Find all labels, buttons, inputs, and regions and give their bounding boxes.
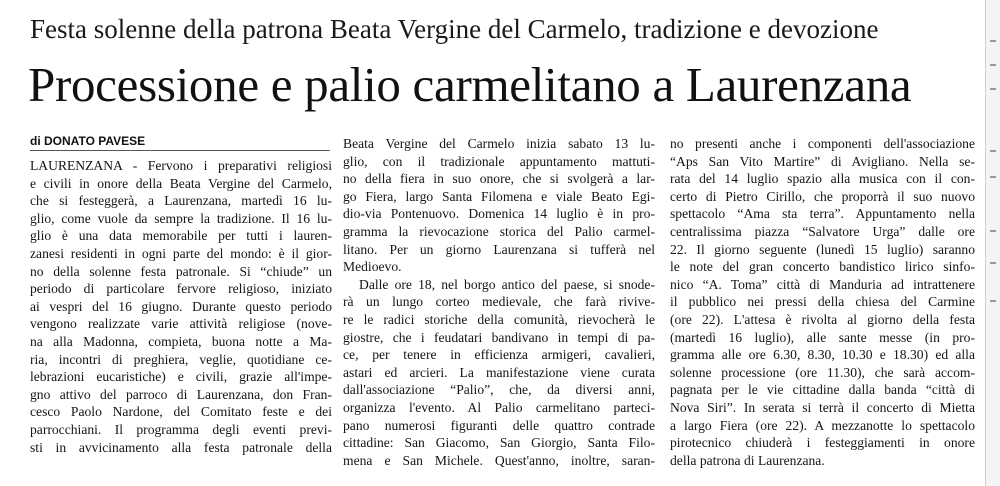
- article-text-line: gno attivo del parroco di Laurenzana, don Fran-: [30, 386, 332, 402]
- article-text-line: ai vespri del 16 giugno. Durante questo periodo: [30, 298, 332, 314]
- article-text-line: mena e San Michele. Quest'anno, inoltre, saran-: [343, 452, 655, 468]
- article-text-line: LAURENZANA - Fervono i preparativi religiosi: [30, 158, 332, 173]
- article-text-line: pagnata per le vie cittadine dalla banda “città di: [670, 382, 975, 398]
- article-text-line: il pubblico nei pressi della chiesa del Carmine: [670, 294, 975, 310]
- article-text-line: ria, incontri di preghiera, veglie, quotidiane ce-: [30, 351, 332, 367]
- article-text-line: rà un lungo corteo medievale, che farà rivive-: [343, 294, 655, 310]
- byline: [30, 133, 330, 149]
- article-text-line: che si festeggerà, a Laurenzana, martedì 16 lu-: [30, 193, 332, 209]
- article-text-line: solenne processione (ore 11.30), che sarà accom-: [670, 364, 975, 380]
- article-text-line: spettacolo “Ama sta terra”. Appuntamento nella: [670, 206, 975, 222]
- article-text-line: le note del gran concerto bandistico lirico sinfo-: [670, 259, 975, 275]
- article-text-line: pano numerosi figuranti delle quattro contrade: [343, 417, 655, 433]
- article-text-line: glio, con il tradizionale appuntamento mattuti-: [343, 153, 655, 169]
- article-text-line: organizza l'evento. Al Palio carmelitano parteci-: [343, 399, 655, 415]
- article-text-line: Dalle ore 18, nel borgo antico del paese, si snode-: [359, 276, 655, 292]
- article-text-line: glio è una data memorabile per tutti i lauren-: [30, 228, 332, 244]
- page-edge-strip: [985, 0, 1000, 486]
- article-text-line: glio, come vuole da sempre la tradizione. Il 16 lu-: [30, 210, 332, 226]
- article-text-line: gramma la rievocazione storica del Palio carmel-: [343, 223, 655, 239]
- article-text-line: centralissima piazza “Salvatore Urga” dalle ore: [670, 223, 975, 239]
- article-text-line: na alla Madonna, compieta, buona notte a Ma-: [30, 333, 332, 349]
- article-text-line: litano. Per un giorno Laurenzana si tufferà nel: [343, 241, 655, 257]
- article-text-line: go Fiera, largo Santa Filomena e viale Beato Egi-: [343, 188, 655, 204]
- article-text-line: della patrona di Laurenzana.: [670, 452, 825, 468]
- article-text-line: giostre, che i feudatari bandivano in tempi di pa-: [343, 329, 655, 345]
- article-text-line: no della fiera in suo onore, che si svolgerà a lar-: [343, 171, 655, 187]
- article-text-line: lebrazioni eucaristiche) e civili, grazie all'impe-: [30, 369, 332, 385]
- article-text-line: 22. Il giorno seguente (lunedì 15 luglio) saranno: [670, 241, 975, 257]
- article-column-3: [670, 135, 975, 469]
- article-text-line: no della solenne festa patronale. Si “chiude” un: [30, 263, 332, 279]
- article-text-line: cesco Paolo Nardone, del Comitato feste e dei: [30, 404, 332, 420]
- article-text-line: dall'associazione “Palio”, che, da diversi anni,: [343, 382, 655, 398]
- byline-prefix: di: [30, 134, 41, 148]
- article-column-1: [30, 157, 332, 456]
- byline-author: DONATO PAVESE: [44, 134, 146, 148]
- article-text-line: certo di Pietro Cirillo, che proporrà il suo nuovo: [670, 188, 975, 204]
- article-text-line: Nova Siri”. In serata si terrà il concerto di Mietta: [670, 399, 975, 415]
- article-text-line: parrocchiani. Il programma degli eventi previ-: [30, 421, 332, 437]
- article-text-line: vengono realizzate varie attività religiose (nove-: [30, 316, 332, 332]
- article-text-line: Medioevo.: [343, 259, 402, 275]
- article-text-line: e civili in onore della Beata Vergine del Carmelo,: [30, 175, 332, 191]
- article-headline: Processione e palio carmelitano a Laurenzana: [28, 57, 912, 112]
- article-text-line: dio-via Pontenuovo. Domenica 14 luglio è in pro-: [343, 206, 655, 222]
- article-text-line: zanesi residenti in ogni parte del mondo: è il gior-: [30, 245, 332, 261]
- article-column-2: [343, 135, 655, 469]
- article-text-line: periodo di particolare fervore religioso, iniziato: [30, 281, 332, 297]
- article-text-line: re le radici storiche della comunità, rievocherà le: [343, 311, 655, 327]
- article-kicker: Festa solenne della patrona Beata Vergine del Carmelo, tradizione e devozione: [30, 14, 879, 44]
- article-text-line: pirotecnico chiuderà i festeggiamenti in onore: [670, 435, 975, 451]
- article-text-line: nico “A. Toma” città di Manduria ad intrattenere: [670, 276, 975, 292]
- article-text-line: astari ed arcieri. La manifestazione viene curata: [343, 364, 655, 380]
- byline-rule: [30, 150, 330, 151]
- article-text-line: “Aps San Vito Martire” di Avigliano. Nella se-: [670, 153, 975, 169]
- article-text-line: (ore 22). L'attesa è rivolta al giorno della festa: [670, 311, 975, 327]
- article-text-line: (martedì 16 luglio), alle sante messe (in pro-: [670, 329, 975, 345]
- article-text-line: ce, per tenere in efficienza armigeri, cavalieri,: [343, 347, 655, 363]
- article-text-line: Beata Vergine del Carmelo inizia sabato 13 lu-: [343, 136, 655, 151]
- article-text-line: no presenti anche i componenti dell'associazione: [670, 136, 975, 151]
- article-text-line: rata del 14 luglio spazio alla musica con il con-: [670, 171, 975, 187]
- article-text-line: cittadine: San Giacomo, San Giorgio, Santa Filo-: [343, 435, 655, 451]
- article-text-line: sti in avvicinamento alla festa patronale della: [30, 439, 332, 455]
- article-text-line: gramma alle ore 6.30, 8.30, 10.30 e 18.30) ed alla: [670, 347, 975, 363]
- article-text-line: a largo Fiera (ore 22). A mezzanotte lo spettacolo: [670, 417, 975, 433]
